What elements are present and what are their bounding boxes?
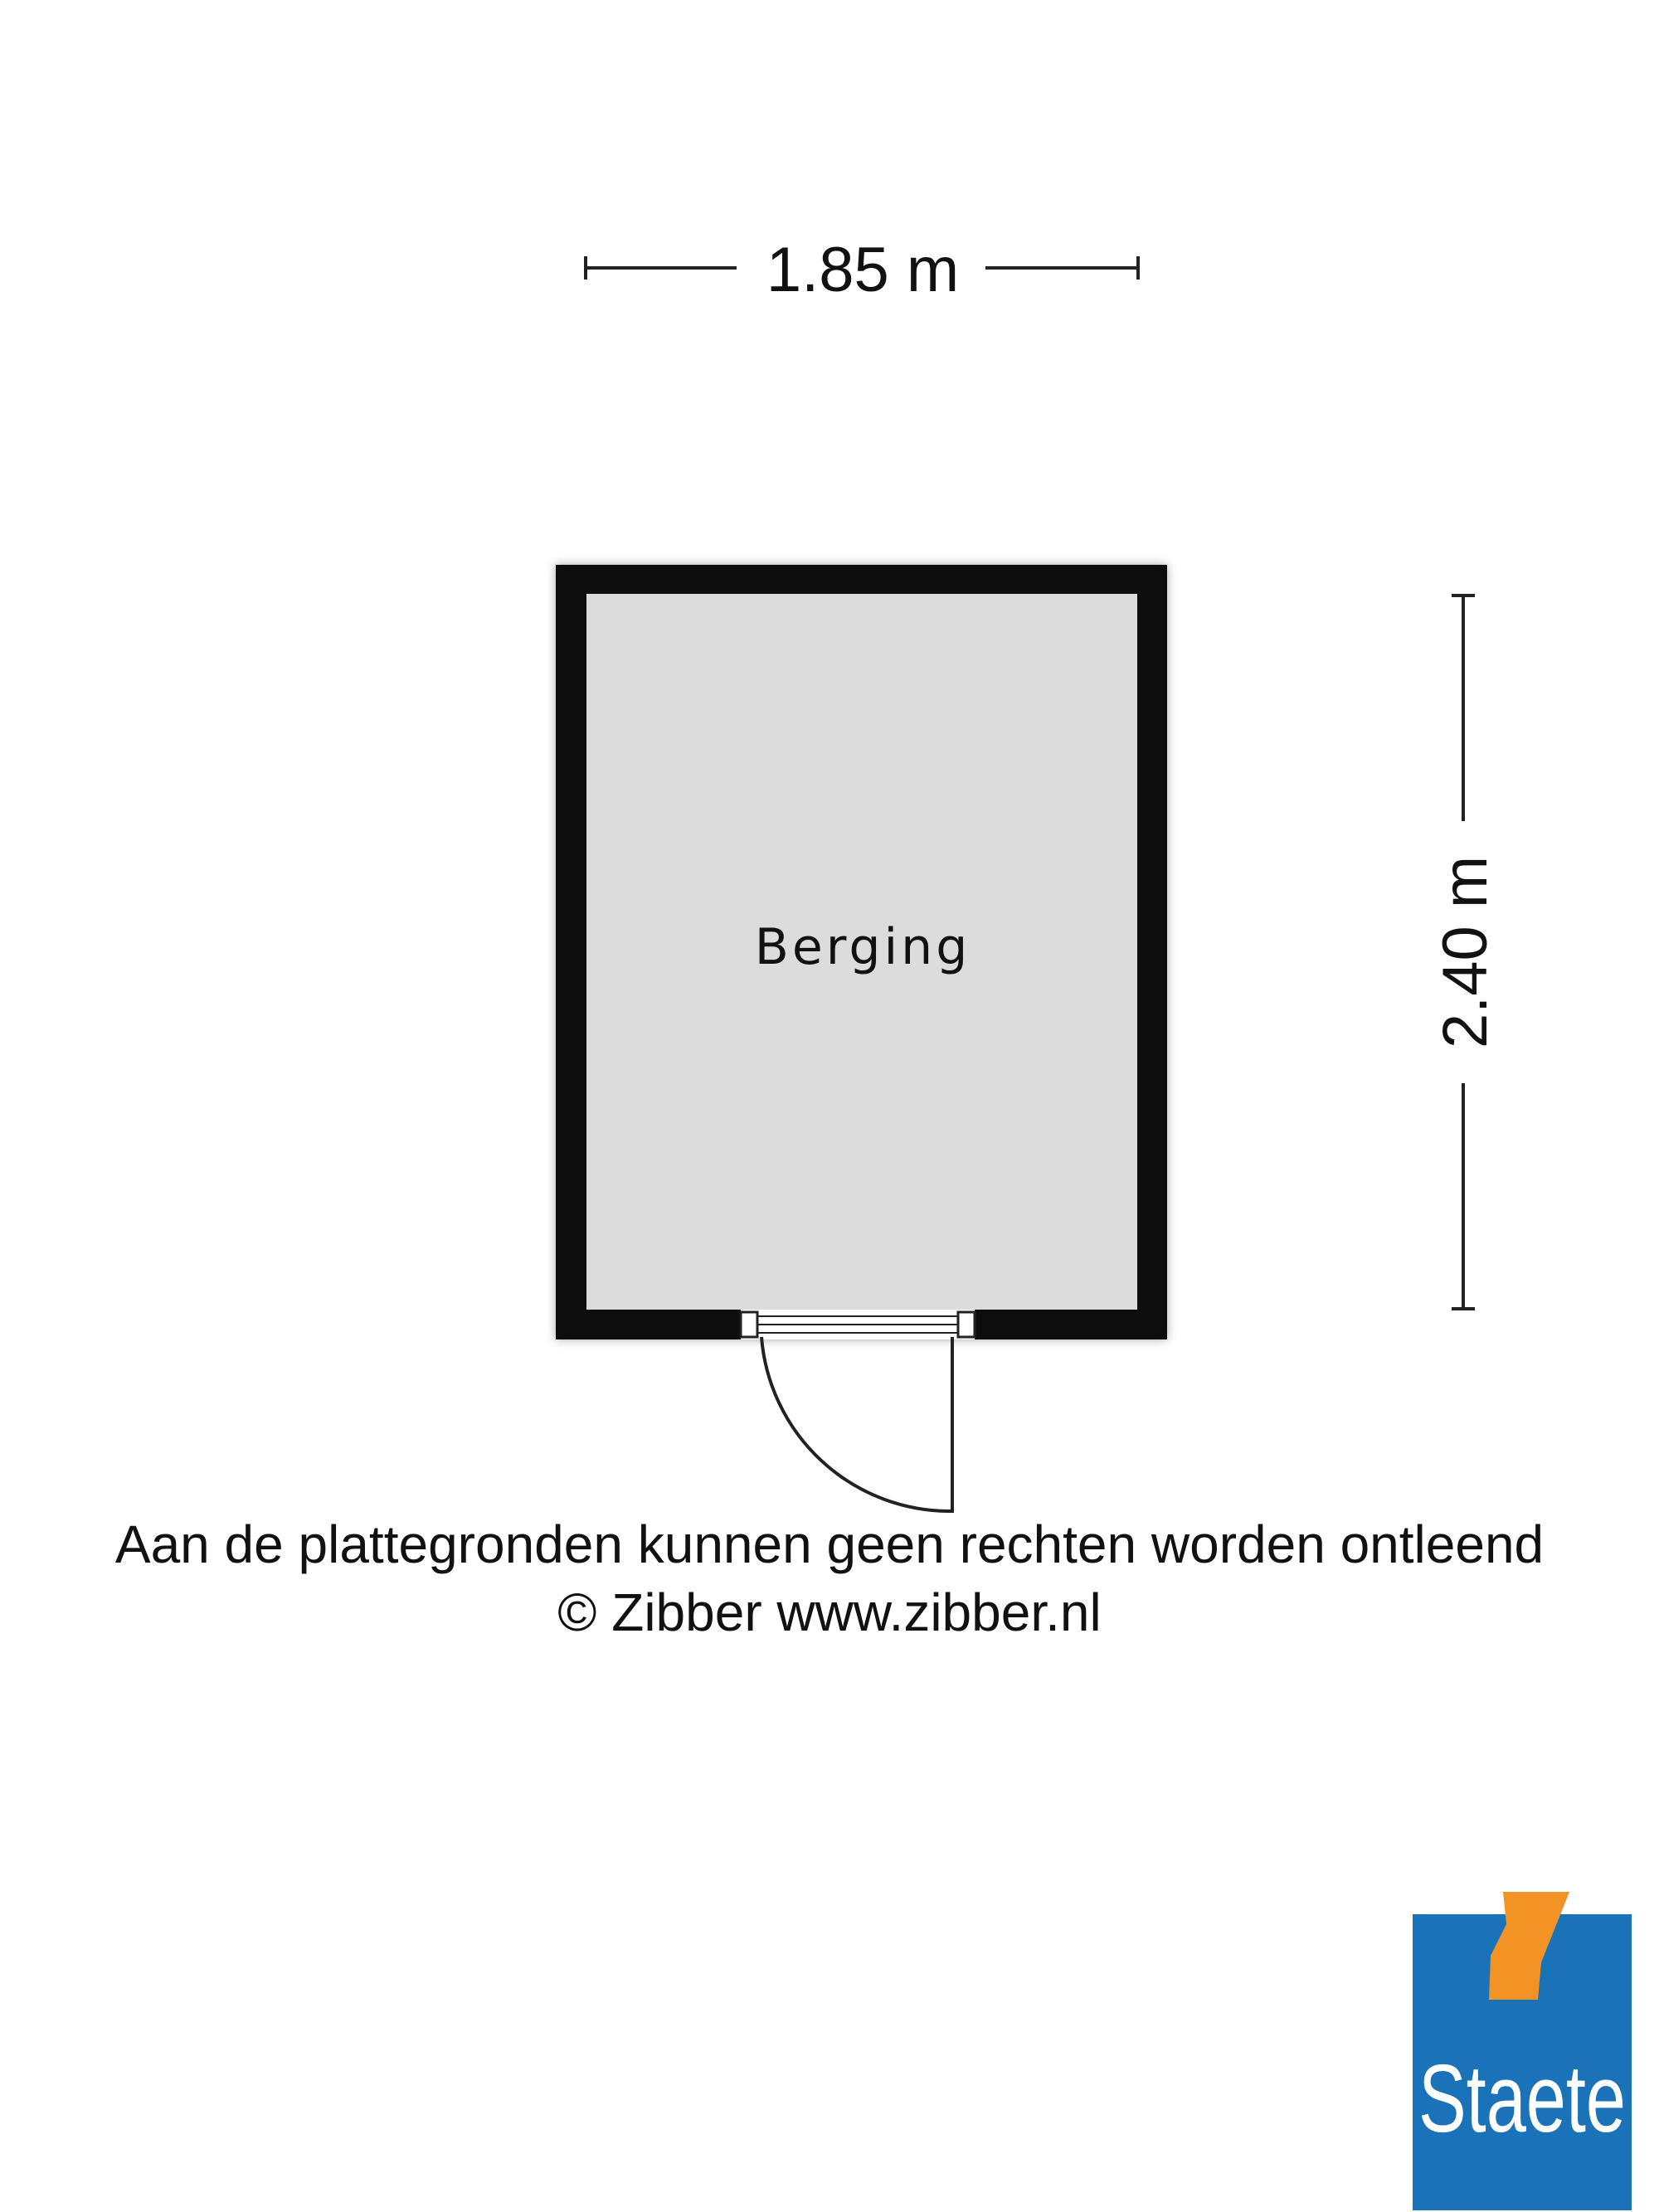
copyright-text: © Zibber www.zibber.nl bbox=[557, 1582, 1102, 1642]
staete-logo bbox=[1413, 1892, 1632, 2210]
door-frame-left bbox=[741, 1312, 757, 1337]
width-dimension bbox=[586, 235, 1138, 305]
disclaimer-text: Aan de plattegronden kunnen geen rechten worden ontleend bbox=[114, 1514, 1545, 1574]
door-frame-right bbox=[958, 1312, 975, 1337]
logo-text: Staete bbox=[1418, 2044, 1626, 2152]
width-dimension-label: 1.85 m bbox=[766, 235, 960, 305]
height-dimension bbox=[1430, 596, 1501, 1309]
room-berging bbox=[556, 565, 1167, 1513]
door-swing-arc bbox=[761, 1337, 951, 1511]
room-label: Berging bbox=[754, 918, 971, 976]
height-dimension-label: 2.40 m bbox=[1430, 855, 1501, 1049]
